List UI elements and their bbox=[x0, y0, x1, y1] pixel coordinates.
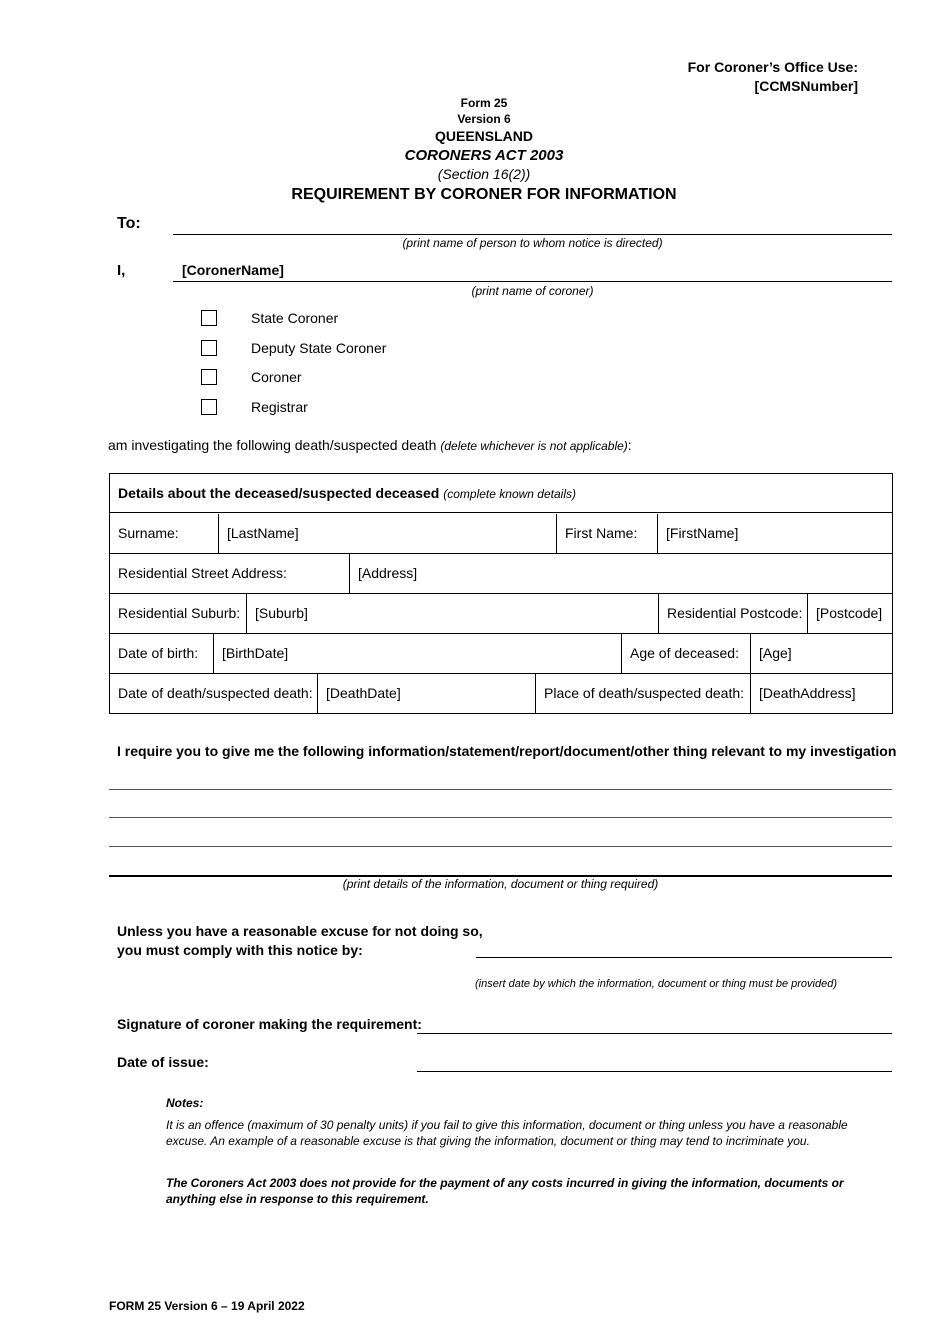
requirement-line-2[interactable] bbox=[109, 817, 892, 818]
investigating-text: am investigating the following death/suspected death bbox=[108, 437, 437, 453]
comply-text bbox=[117, 922, 483, 960]
surname-value[interactable]: [LastName] bbox=[218, 514, 556, 553]
place-label: Place of death/suspected death: bbox=[535, 674, 750, 713]
requirement-line-3[interactable] bbox=[109, 846, 892, 847]
investigating-statement bbox=[108, 437, 632, 453]
state-name: QUEENSLAND bbox=[434, 128, 533, 144]
first-name-label: First Name: bbox=[556, 514, 657, 553]
suburb-row bbox=[110, 594, 892, 634]
signature-label: Signature of coroner making the requirement: bbox=[117, 1016, 422, 1032]
dob-value[interactable]: [BirthDate] bbox=[213, 634, 621, 673]
comply-hint: (insert date by which the information, document or thing must be provided) bbox=[475, 978, 837, 990]
place-value[interactable]: [DeathAddress] bbox=[750, 674, 892, 713]
details-heading: Details about the deceased/suspected deceased bbox=[118, 485, 440, 501]
deputy-state-coroner-label: Deputy State Coroner bbox=[251, 340, 387, 356]
address-row bbox=[110, 554, 892, 594]
suburb-value[interactable]: [Suburb] bbox=[246, 594, 658, 633]
form-version: Version 6 bbox=[457, 112, 511, 126]
coroner-label: Coroner bbox=[251, 369, 302, 385]
coroner-name[interactable]: [CoronerName] bbox=[182, 262, 284, 278]
deputy-state-coroner-checkbox[interactable] bbox=[201, 340, 217, 356]
dob-label: Date of birth: bbox=[118, 645, 199, 661]
coroner-hint: (print name of coroner) bbox=[471, 284, 594, 298]
act-name: CORONERS ACT 2003 bbox=[404, 147, 564, 164]
postcode-value[interactable]: [Postcode] bbox=[807, 594, 892, 633]
comply-line-1: Unless you have a reasonable excuse for not doing so, bbox=[117, 923, 483, 939]
suburb-label: Residential Suburb: bbox=[118, 605, 241, 621]
investigating-suffix: : bbox=[627, 437, 632, 453]
form-number: Form 25 bbox=[460, 96, 508, 110]
details-heading-hint: (complete known details) bbox=[443, 487, 576, 501]
address-label: Residential Street Address: bbox=[118, 565, 287, 581]
postcode-label: Residential Postcode: bbox=[658, 594, 807, 633]
section-ref: (Section 16(2)) bbox=[437, 166, 531, 182]
office-use-label: For Coroner’s Office Use: bbox=[687, 59, 858, 75]
age-label: Age of deceased: bbox=[621, 634, 750, 673]
investigating-hint: (delete whichever is not applicable) bbox=[440, 439, 628, 453]
date-issue-line[interactable] bbox=[417, 1071, 892, 1072]
address-value[interactable]: [Address] bbox=[349, 554, 892, 593]
form-header bbox=[284, 95, 684, 206]
surname-label: Surname: bbox=[118, 525, 179, 541]
surname-row bbox=[110, 514, 892, 554]
registrar-checkbox[interactable] bbox=[201, 399, 217, 415]
requirement-line-1[interactable] bbox=[109, 789, 892, 790]
signature-line[interactable] bbox=[417, 1033, 892, 1034]
notes-paragraph-2: The Coroners Act 2003 does not provide for the payment of any costs incurred in giving the information, documents or anything else in response to this requirement. bbox=[166, 1176, 844, 1206]
state-coroner-label: State Coroner bbox=[251, 310, 339, 326]
notes-heading: Notes: bbox=[166, 1096, 204, 1110]
age-value[interactable]: [Age] bbox=[750, 634, 892, 673]
to-hint: (print name of person to whom notice is directed) bbox=[402, 236, 663, 250]
dod-value[interactable]: [DeathDate] bbox=[317, 674, 535, 713]
comply-line-2: you must comply with this notice by: bbox=[117, 942, 363, 958]
page-title: REQUIREMENT BY CORONER FOR INFORMATION bbox=[291, 186, 677, 203]
footer-form-version: FORM 25 Version 6 – 19 April 2022 bbox=[109, 1299, 305, 1313]
ccms-number: [CCMSNumber] bbox=[754, 78, 858, 94]
registrar-label: Registrar bbox=[251, 399, 308, 415]
coroner-line bbox=[173, 281, 892, 282]
office-use-block bbox=[688, 58, 858, 96]
deceased-details-table bbox=[109, 473, 893, 714]
details-heading-row bbox=[110, 474, 892, 513]
comply-date-line[interactable] bbox=[476, 957, 892, 958]
date-issue-label: Date of issue: bbox=[117, 1054, 209, 1070]
to-line[interactable] bbox=[173, 234, 892, 235]
requirement-hint: (print details of the information, document or thing required) bbox=[342, 877, 659, 891]
i-label: I, bbox=[117, 262, 126, 279]
state-coroner-checkbox[interactable] bbox=[201, 310, 217, 326]
dob-row bbox=[110, 634, 892, 674]
first-name-value[interactable]: [FirstName] bbox=[657, 514, 892, 553]
dod-label: Date of death/suspected death: bbox=[118, 685, 313, 701]
coroner-checkbox[interactable] bbox=[201, 369, 217, 385]
requirement-text: I require you to give me the following information/statement/report/document/other thing relevant to my investigation bbox=[117, 743, 897, 759]
notes-paragraph-1: It is an offence (maximum of 30 penalty units) if you fail to give this information, document or thing unless you have a reasonable excuse. An example of a reasonable excuse is that giving the information, document or thing may tend to incriminate you. bbox=[166, 1118, 848, 1148]
dod-row bbox=[110, 674, 892, 713]
to-label: To: bbox=[117, 215, 141, 232]
